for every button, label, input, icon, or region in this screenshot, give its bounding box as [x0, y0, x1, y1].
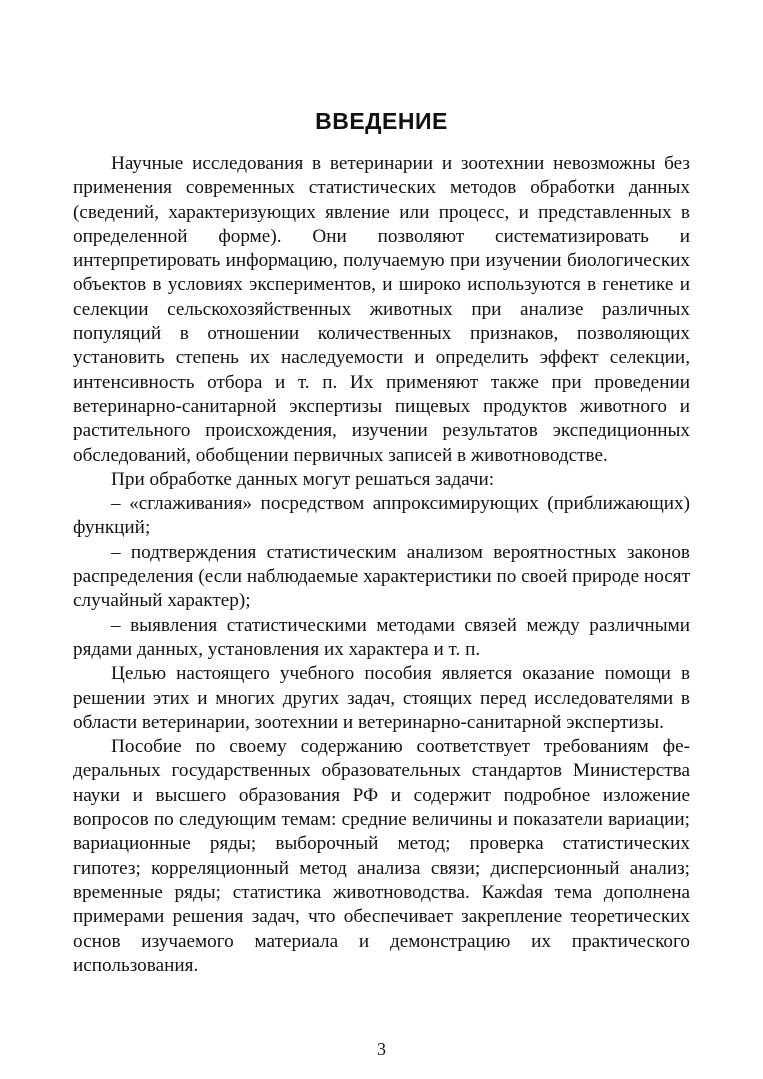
list-item-relations: – выявления статистическими методами связей между различными рядами данных, установления их характера и т. п.	[73, 614, 690, 660]
paragraph-content: Пособие по своему содержанию соответствует требованиям федеральных государственных образовательных стандартов Министерства науки и высшего образования РФ и содержит подробное изложение вопросов по следующим темам: средние величины и показатели вариации; вариационные ряды; выборочный метод; проверка статистических гипотез; корреляционный метод анализа связи; дисперсионный анализ; временные ряды; статистика животноводства. Кажdая тема дополнена примерами решения задач, что обеспечивает закрепление теоретических основ изучаемого материала и демонстрацию их практического использования.	[73, 736, 690, 976]
page-number: 3	[377, 1039, 386, 1059]
list-item-smoothing: – «сглаживания» посредством аппроксимирующих (приближающих) функций;	[73, 493, 690, 539]
paragraph-tasks-lead: При обработке данных могут решаться задачи:	[111, 468, 495, 490]
document-body	[73, 152, 690, 978]
paragraph-goal: Целью настоящего учебного пособия является оказание помощи в решении этих и многих других задач, стоящих перед исследователями в области ветеринарии, зоотехнии и ветеринарно-санитарной экспертизы.	[73, 663, 690, 733]
page-title: ВВЕДЕНИЕ	[315, 108, 448, 134]
list-item-distribution: – подтверждения статистическим анализом вероятностных законов распределения (если наблюдаемые характеристики по своей природе носят случайный характер);	[73, 541, 690, 612]
paragraph-intro: Научные исследования в ветеринарии и зоотехнии невозможны без применения современных статистических методов обработки данных (сведений, характеризующих явление или процесс, и представленных в определенной форме). Они позволяют систематизировать и интерпретировать информацию, получаемую при изучении биологических объектов в условиях экспериментов, и широко используются в генетике и селекции сельскохозяйственных животных при анализе различных популяций в отношении количественных признаков, позволяющих установить степень их наследуемости и определить эффект селекции, интенсивность отбора и т. п. Их применяют также при проведении ветеринарно-санитарной экспертизы пищевых продуктов животного и растительного происхождения, изучении результатов экспедиционных обследований, обобщении первичных записей в животноводстве.	[73, 153, 690, 466]
